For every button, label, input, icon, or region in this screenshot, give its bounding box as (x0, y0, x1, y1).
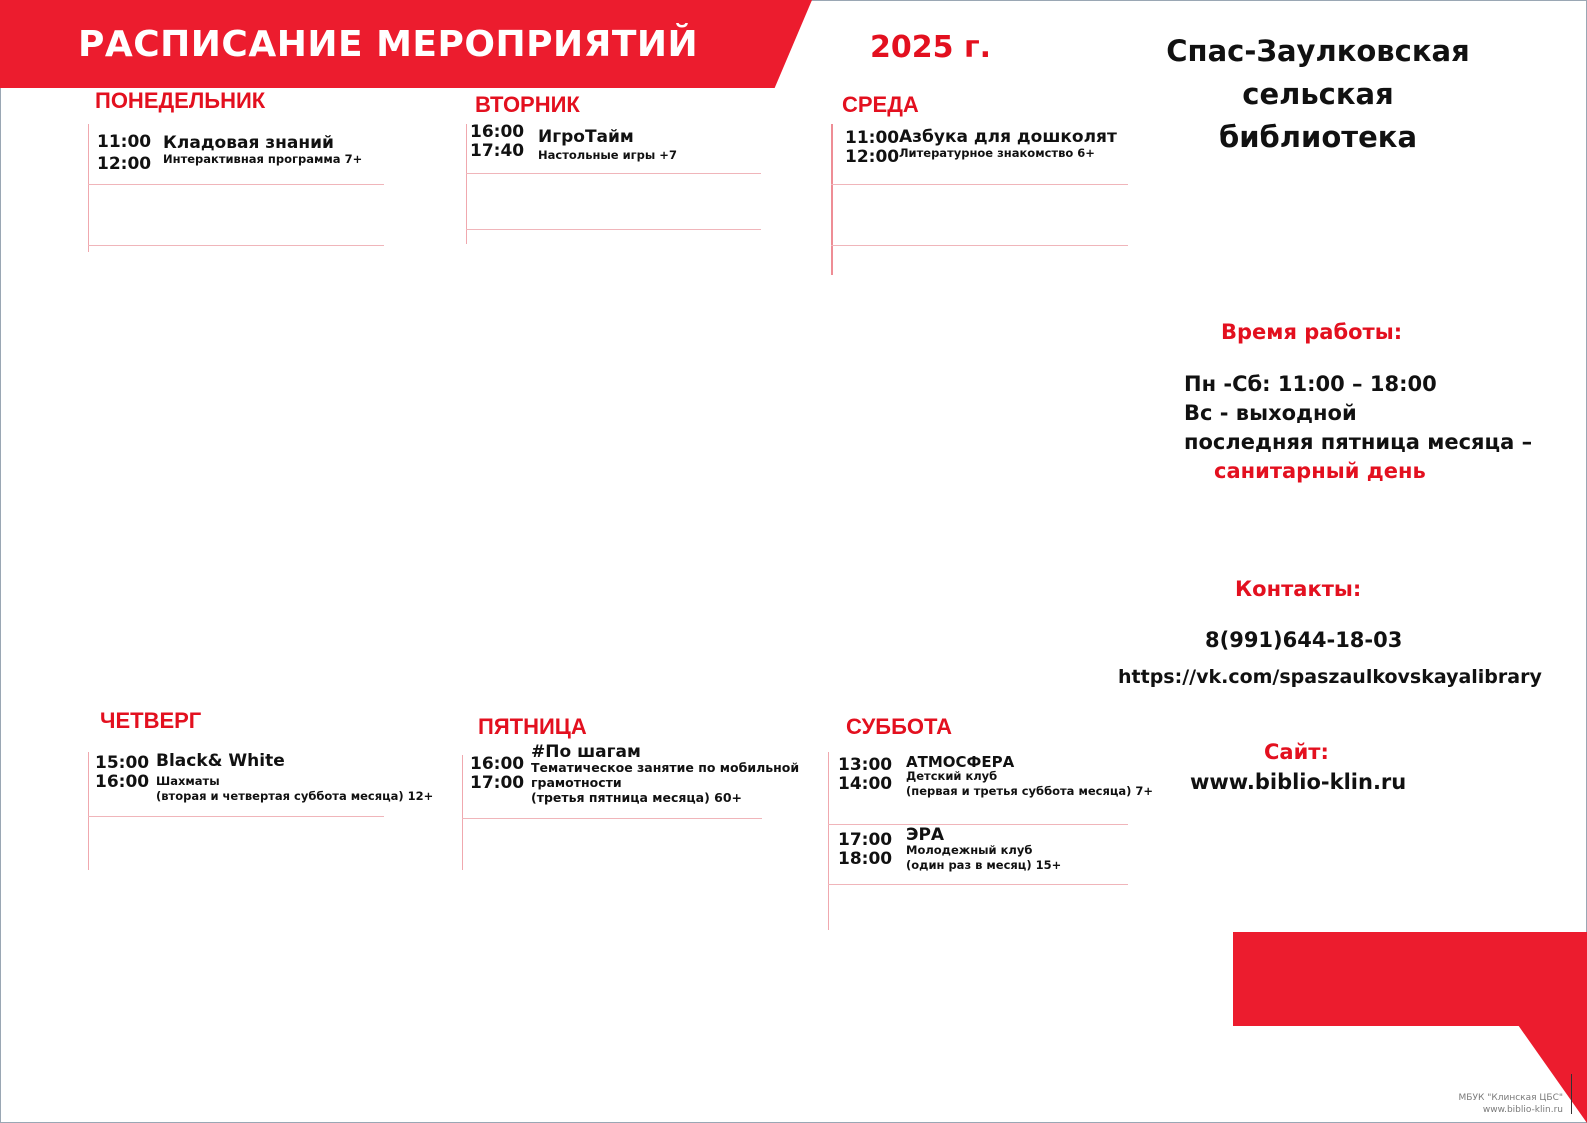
day-heading-saturday: СУББОТА (846, 714, 952, 739)
event-start-time: 16:00 (470, 754, 525, 774)
row-divider (88, 184, 384, 185)
event-description (156, 774, 433, 804)
row-divider (831, 184, 1128, 185)
row-divider (466, 229, 761, 230)
wednesday-column-line (831, 124, 833, 275)
site-label: Сайт: (1264, 740, 1329, 764)
event-times (845, 129, 899, 167)
decorative-red-block (1233, 932, 1587, 1026)
hours-sunday: Вс - выходной (1184, 401, 1357, 425)
event-end-time: 17:00 (470, 773, 525, 793)
row-divider (831, 245, 1128, 246)
tuesday-column-line (466, 124, 467, 244)
event-title: ЭРА (906, 825, 945, 845)
day-heading-friday: ПЯТНИЦА (478, 714, 587, 739)
library-name-line2: сельская библиотека (1218, 77, 1418, 154)
event-title: АТМОСФЕРА (906, 753, 1015, 771)
event-start-time: 13:00 (838, 755, 893, 775)
event-times (838, 756, 892, 794)
event-start-time: 11:00 (845, 128, 900, 148)
event-title: ИгроТайм (538, 127, 634, 147)
event-description: Настольные игры +7 (538, 148, 677, 162)
event-description-line: (вторая и четвертая суббота месяца) 12+ (156, 789, 434, 803)
row-divider (88, 816, 384, 817)
footer-site: www.biblio-klin.ru (1482, 1105, 1563, 1115)
site-link[interactable]: www.biblio-klin.ru (1190, 770, 1407, 794)
corner-divider (1571, 1074, 1572, 1114)
event-start-time: 11:00 (97, 132, 152, 152)
row-divider (828, 884, 1128, 885)
event-description-line: Детский клуб (906, 769, 998, 783)
row-divider (828, 824, 1128, 825)
event-end-time: 12:00 (97, 154, 152, 174)
event-end-time: 12:00 (845, 147, 900, 167)
row-divider (462, 818, 762, 819)
row-divider (466, 173, 761, 174)
event-description (906, 769, 1153, 799)
phone-number[interactable]: 8(991)644-18-03 (1205, 628, 1403, 652)
event-description-line: (первая и третья суббота месяца) 7+ (906, 784, 1154, 798)
event-description-line: грамотности (531, 775, 622, 790)
event-description: Интерактивная программа 7+ (163, 152, 363, 166)
day-heading-thursday: ЧЕТВЕРГ (100, 708, 202, 733)
footer-org: МБУК "Клинская ЦБС" (1458, 1093, 1563, 1103)
event-description-line: Тематическое занятие по мобильной (531, 760, 800, 775)
hours-label: Время работы: (1221, 320, 1403, 344)
library-name-line1: Спас-Заулковская (1166, 34, 1470, 68)
event-title: Азбука для дошколят (899, 127, 1117, 147)
event-times (838, 831, 892, 869)
event-title: #По шагам (531, 742, 641, 762)
day-heading-monday: ПОНЕДЕЛЬНИК (95, 88, 266, 113)
event-end-time: 18:00 (838, 849, 893, 869)
saturday-column-line (828, 752, 829, 930)
row-divider (88, 245, 384, 246)
event-end-time: 14:00 (838, 774, 893, 794)
footer-watermark (1459, 1092, 1563, 1116)
event-start-time: 17:00 (838, 830, 893, 850)
day-heading-tuesday: ВТОРНИК (475, 92, 580, 117)
event-start-time: 15:00 (95, 753, 150, 773)
day-heading-wednesday: СРЕДА (842, 92, 919, 117)
event-description-line: (один раз в месяц) 15+ (906, 858, 1062, 872)
event-times (470, 755, 524, 793)
event-description (531, 760, 799, 805)
event-title: Black& White (156, 751, 285, 771)
sanitary-day-label: санитарный день (1214, 459, 1426, 483)
event-times (97, 133, 151, 174)
thursday-column-line (88, 752, 89, 870)
hours-weekdays: Пн -Сб: 11:00 – 18:00 (1184, 372, 1437, 396)
event-description: Литературное знакомство 6+ (899, 146, 1095, 160)
page-title: РАСПИСАНИЕ МЕРОПРИЯТИЙ (78, 24, 699, 65)
contacts-label: Контакты: (1235, 577, 1362, 601)
event-title: Кладовая знаний (163, 133, 334, 153)
year-label: 2025 г. (870, 30, 992, 65)
event-times (470, 123, 524, 161)
event-description-line: Шахматы (156, 774, 220, 788)
event-description (906, 843, 1061, 873)
hours-last-friday: последняя пятница месяца – (1184, 430, 1533, 454)
event-end-time: 16:00 (95, 772, 150, 792)
friday-column-line (462, 755, 463, 870)
vk-link[interactable]: https://vk.com/spaszaulkovskayalibrary (1118, 666, 1542, 688)
event-description-line: Молодежный клуб (906, 843, 1033, 857)
event-times (95, 754, 149, 792)
event-end-time: 17:40 (470, 141, 525, 161)
event-start-time: 16:00 (470, 122, 525, 142)
event-description-line: (третья пятница месяца) 60+ (531, 790, 743, 805)
monday-column-line (88, 124, 89, 252)
library-name (1148, 30, 1488, 159)
